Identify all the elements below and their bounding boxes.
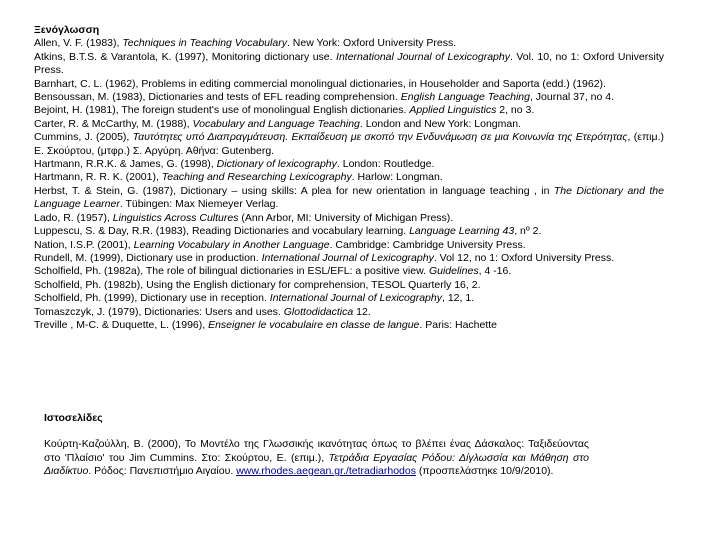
reference-entry-details: , Journal 37, no 4. — [529, 91, 615, 104]
reference-entry — [34, 104, 664, 117]
reference-entry-details: 12. — [353, 305, 371, 318]
reference-entry-text: Rundell, M. (1999), Dictionary use in production. — [34, 251, 262, 264]
websites-section — [44, 412, 589, 479]
reference-entry-details: . Tübingen: Max Niemeyer Verlag. — [119, 198, 279, 211]
reference-entry — [34, 252, 664, 265]
website-entry-text: Κούρτη-Καζούλλη, Β. (2000), Το Μοντέλο της Γλωσσικής ικανότητας όπως το βλέπει ένας Δάσκαλος: Ταξιδεύοντας στο 'Πλαίσιο' του Jim Cummins. Στο: Σκούρτου, Ε. (επιμ.), — [44, 438, 589, 464]
reference-entry-text: Nation, I.S.P. (2001), — [34, 238, 134, 251]
reference-entry-details: , 4 -16. — [478, 265, 512, 278]
reference-entry-details: , (επιμ.) Ε. Σκούρτου, (μτφρ.) Σ. Αργύρη. Αθήνα: Gutenberg. — [34, 131, 664, 157]
reference-entry-text: Carter, R. & McCarthy, M. (1988), — [34, 117, 193, 130]
reference-entry-title: International Journal of Lexicography — [269, 292, 442, 305]
reference-entry-title: International Journal of Lexicography — [261, 251, 434, 264]
reference-entry-title: Guidelines — [428, 265, 479, 278]
reference-entry — [34, 319, 664, 332]
website-entry-publisher: . Ρόδος: Πανεπιστήμιο Αιγαίου. — [88, 465, 237, 478]
reference-entry — [34, 185, 664, 212]
reference-entry — [34, 51, 664, 78]
reference-entry-details: . London and New York: Longman. — [359, 117, 521, 130]
reference-entry-details: . Harlow: Longman. — [351, 171, 443, 184]
reference-entry-title: Glottodidactica — [283, 305, 354, 318]
reference-entry-text: Bejoint, H. (1981), The foreign student's use of monolingual English dictionaries. — [34, 104, 410, 117]
reference-entry-text: Bensoussan, M. (1983), Dictionaries and tests of EFL reading comprehension. — [34, 91, 401, 104]
reference-entry-details: . Paris: Hachette — [419, 318, 498, 331]
reference-entry-title: Ταυτότητες υπό Διαπραγμάτευση. Εκπαίδευση με σκοπό την Ενδυνάμωση σε μια Κοινωνία της Ετερότητας — [132, 131, 628, 144]
reference-entry-details: , nº 2. — [514, 225, 542, 238]
reference-entry-details: . Vol. 10, no 1: Oxford University Press. — [34, 50, 664, 77]
reference-entry — [34, 91, 664, 104]
reference-entry-title: Dictionary of lexicography — [216, 158, 337, 171]
reference-entry-text: Hartmann, R. R. K. (2001), — [34, 171, 162, 184]
reference-entry-details: 2, no 3. — [496, 104, 535, 117]
references-heading: Ξενόγλωσση — [34, 24, 100, 36]
website-entry-title: Τετράδια Εργασίας Ρόδου: Δίγλωσσία και Μάθηση στο Διαδίκτυο — [44, 451, 590, 478]
reference-entry — [34, 279, 664, 292]
reference-entry-title: Learning Vocabulary in Another Language — [133, 238, 330, 251]
reference-entry-text: Tomaszczyk, J. (1979), Dictionaries: Users and uses. — [34, 305, 284, 318]
reference-entry-title: Vocabulary and Language Teaching — [192, 117, 360, 130]
reference-entry-title: The Dictionary and the Language Learner — [34, 184, 664, 211]
reference-entry-text: Cummins, J. (2005), — [34, 131, 133, 144]
reference-entry-text: Hartmann, R.R.K. & James, G. (1998), — [34, 158, 217, 171]
reference-entry-details: . Vol 12, no 1: Oxford University Press. — [433, 251, 615, 264]
reference-entry-title: English Language Teaching — [400, 91, 530, 104]
reference-entry-details: (Ann Arbor, MI: University of Michigan Press). — [238, 211, 454, 224]
reference-entry — [34, 37, 664, 50]
reference-entry — [34, 239, 664, 252]
reference-entry — [34, 225, 664, 238]
reference-entry-text: Herbst, T. & Stein, G. (1987), Dictionary – using skills: A plea for new orientation in language teaching , in — [34, 184, 554, 197]
reference-entry-text: Atkins, B.T.S. & Varantola, K. (1997), Monitoring dictionary use. — [34, 50, 337, 63]
reference-entry-text: Scholfield, Ph. (1999), Dictionary use in reception. — [34, 292, 270, 305]
reference-entry-text: Treville , M-C. & Duquette, L. (1996), — [34, 318, 209, 331]
reference-entry — [34, 212, 664, 225]
reference-entry-title: Language Learning 43 — [409, 225, 515, 238]
reference-entry-details: . New York: Oxford University Press. — [286, 37, 457, 50]
reference-entry-text: Barnhart, C. L. (1962), Problems in editing commercial monolingual dictionaries, in Householder and Saporta (edd.) (1962). — [34, 77, 606, 90]
reference-entry-details: . Cambridge: Cambridge University Press. — [329, 238, 526, 251]
reference-entry — [34, 171, 664, 184]
reference-entry — [34, 78, 664, 91]
website-entry — [44, 438, 589, 478]
websites-heading: Ιστοσελίδες — [44, 412, 103, 424]
reference-entry-title: Linguistics Across Cultures — [112, 211, 239, 224]
reference-entry — [34, 158, 664, 171]
reference-entry-details: , 12, 1. — [442, 292, 475, 305]
reference-entry-title: Applied Linguistics — [409, 104, 497, 117]
reference-entry-text: Lado, R. (1957), — [34, 211, 113, 224]
reference-entry-text: Scholfield, Ph. (1982b), Using the English dictionary for comprehension, TESOL Quarterly 16, 2. — [34, 278, 481, 291]
reference-entry-text: Luppescu, S. & Day, R.R. (1983), Reading Dictionaries and vocabulary learning. — [34, 225, 410, 238]
reference-entry-text: Scholfield, Ph. (1982a), The role of bilingual dictionaries in ESL/EFL: a positive view. — [34, 265, 429, 278]
references-section — [34, 24, 664, 332]
reference-entry — [34, 306, 664, 319]
reference-entry — [34, 118, 664, 131]
website-link[interactable]: www.rhodes.aegean.gr./tetradiarhodos — [236, 465, 416, 478]
reference-entry-title: Enseigner le vocabulaire en classe de langue — [208, 318, 420, 331]
reference-entry — [34, 292, 664, 305]
reference-entry — [34, 265, 664, 278]
reference-entry-title: International Journal of Lexicography — [336, 50, 510, 63]
reference-list — [34, 37, 664, 332]
reference-entry-title: Techniques in Teaching Vocabulary — [122, 37, 287, 50]
reference-entry-details: . London: Routledge. — [336, 158, 435, 171]
reference-entry-title: Teaching and Researching Lexicography — [161, 171, 352, 184]
website-entry-accessed: (προσπελάστηκε 10/9/2010). — [415, 465, 554, 478]
reference-entry-text: Allen, V. F. (1983), — [34, 37, 123, 50]
reference-entry — [34, 131, 664, 158]
